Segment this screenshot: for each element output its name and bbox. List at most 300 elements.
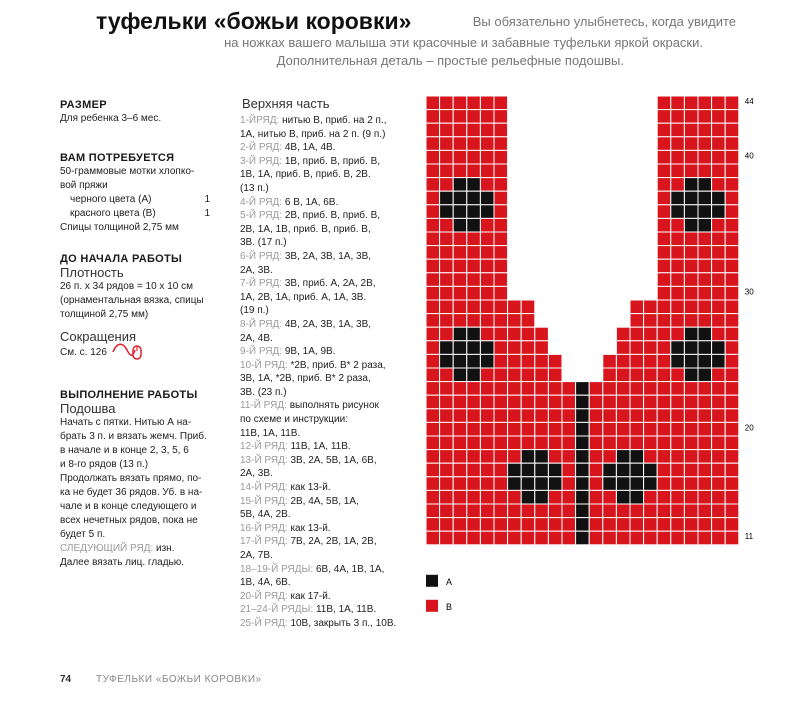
chart-cell xyxy=(426,178,440,192)
chart-cell xyxy=(535,504,549,518)
chart-cell xyxy=(535,450,549,464)
chart-cell xyxy=(630,490,644,504)
chart-cell xyxy=(440,327,454,341)
chart-cell xyxy=(712,490,726,504)
chart-cell xyxy=(589,518,603,532)
row-text: 3В. (23 п.) xyxy=(240,386,287,398)
chart-cell xyxy=(630,300,644,314)
chart-cell xyxy=(603,531,617,545)
chart-cell xyxy=(426,490,440,504)
chart-cell xyxy=(712,300,726,314)
chart-cell xyxy=(616,382,630,396)
chart-cell xyxy=(453,286,467,300)
chart-cell xyxy=(630,354,644,368)
row-text: 3В, 2А, 3В, 1А, 3В, xyxy=(284,250,372,262)
chart-cell xyxy=(521,490,535,504)
intro-line-3: Дополнительная деталь – простые рельефные подошвы. xyxy=(276,53,624,68)
sole-line: всех нечетных рядов, пока не xyxy=(60,515,198,526)
chart-cell xyxy=(426,300,440,314)
chart-cell xyxy=(548,450,562,464)
chart-cell xyxy=(453,232,467,246)
chart-cell xyxy=(657,259,671,273)
row-text: 3В, 2А, 5В, 1А, 6В, xyxy=(290,454,377,466)
chart-cell xyxy=(453,150,467,164)
chart-cell xyxy=(426,382,440,396)
chart-cell xyxy=(548,436,562,450)
chart-cell xyxy=(467,246,481,260)
chart-cell xyxy=(535,490,549,504)
upper-line xyxy=(240,413,420,427)
chart-cell xyxy=(657,273,671,287)
row-label: 15-Й РЯД: xyxy=(240,495,288,507)
chart-cell xyxy=(698,259,712,273)
chart-cell xyxy=(684,409,698,423)
material-qty: 1 xyxy=(204,194,210,205)
sole-line: и 8-го рядов (13 п.) xyxy=(60,459,149,470)
chart-cell xyxy=(453,518,467,532)
chart-cell xyxy=(480,164,494,178)
chart-cell xyxy=(644,436,658,450)
chart-cell xyxy=(535,422,549,436)
chart-cell xyxy=(494,314,508,328)
chart-cell xyxy=(630,450,644,464)
chart-cell xyxy=(494,178,508,192)
chart-cell xyxy=(725,218,739,232)
work-heading: ВЫПОЛНЕНИЕ РАБОТЫ xyxy=(60,389,198,401)
chart-cell xyxy=(467,286,481,300)
gauge-line: толщиной 2,75 мм) xyxy=(60,309,149,320)
chart-cell xyxy=(657,110,671,124)
chart-cell xyxy=(698,300,712,314)
chart-cell xyxy=(657,368,671,382)
chart-cell xyxy=(480,259,494,273)
row-number-label: 11 xyxy=(744,532,754,542)
chart-cell xyxy=(576,531,590,545)
intro-line-2: на ножках вашего малыша эти красочные и забавные туфельки яркой окраски. xyxy=(224,35,703,50)
chart-cell xyxy=(535,436,549,450)
chart-cell xyxy=(562,531,576,545)
chart-cell xyxy=(562,382,576,396)
upper-line xyxy=(240,304,420,318)
chart-cell xyxy=(603,518,617,532)
row-text: 2А, 4В. xyxy=(240,332,273,344)
chart-cell xyxy=(440,409,454,423)
chart-cell xyxy=(508,450,522,464)
chart-cell xyxy=(467,273,481,287)
upper-line xyxy=(240,250,420,264)
chart-cell xyxy=(426,123,440,137)
chart-cell xyxy=(644,354,658,368)
chart-cell xyxy=(684,422,698,436)
chart-cell xyxy=(440,368,454,382)
chart-cell xyxy=(671,286,685,300)
row-text: (13 п.) xyxy=(240,182,269,194)
chart-cell xyxy=(467,96,481,110)
chart-cell xyxy=(698,246,712,260)
chart-cell xyxy=(725,96,739,110)
chart-cell xyxy=(712,327,726,341)
chart-cell xyxy=(671,327,685,341)
chart-cell xyxy=(630,436,644,450)
chart-cell xyxy=(467,164,481,178)
chart-cell xyxy=(426,409,440,423)
chart-cell xyxy=(616,436,630,450)
chart-cell xyxy=(467,218,481,232)
chart-cell xyxy=(521,504,535,518)
row-label: 14-Й РЯД: xyxy=(240,482,288,494)
row-label: 18–19-Й РЯДЫ: xyxy=(240,563,314,575)
chart-cell xyxy=(657,300,671,314)
materials-line: 50-граммовые мотки хлопко- xyxy=(60,166,195,177)
chart-cell xyxy=(521,531,535,545)
chart-cell xyxy=(440,422,454,436)
chart-cell xyxy=(467,259,481,273)
chart-cell xyxy=(467,205,481,219)
chart-cell xyxy=(453,178,467,192)
chart-cell xyxy=(480,191,494,205)
abbr-reference[interactable] xyxy=(60,344,240,362)
gauge-title: Плотность xyxy=(60,265,124,280)
sole-line: Продолжать вязать прямо, по- xyxy=(60,473,202,484)
row-label: 16-Й РЯД: xyxy=(240,522,288,534)
next-row-text: изн. xyxy=(156,543,175,554)
chart-cell xyxy=(494,300,508,314)
chart-cell xyxy=(725,232,739,246)
chart-cell xyxy=(535,477,549,491)
chart-cell xyxy=(684,531,698,545)
chart-cell xyxy=(562,518,576,532)
row-text: как 17-й. xyxy=(290,590,331,602)
chart-cell xyxy=(630,422,644,436)
chart-cell xyxy=(535,382,549,396)
chart-cell xyxy=(548,395,562,409)
chart-cell xyxy=(467,436,481,450)
chart-cell xyxy=(521,368,535,382)
chart-cell xyxy=(589,382,603,396)
chart-cell xyxy=(725,422,739,436)
chart-cell xyxy=(426,395,440,409)
chart-cell xyxy=(426,273,440,287)
chart-cell xyxy=(644,531,658,545)
chart-cell xyxy=(480,218,494,232)
chart-cell xyxy=(480,314,494,328)
chart-cell xyxy=(684,490,698,504)
chart-cell xyxy=(589,490,603,504)
upper-line xyxy=(240,481,420,495)
chart-cell xyxy=(453,477,467,491)
chart-cell xyxy=(603,395,617,409)
chart-cell xyxy=(698,368,712,382)
chart-cell xyxy=(562,490,576,504)
chart-cell xyxy=(684,286,698,300)
chart-cell xyxy=(440,314,454,328)
chart-cell xyxy=(535,354,549,368)
chart-cell xyxy=(657,395,671,409)
chart-cell xyxy=(698,490,712,504)
chart-cell xyxy=(712,518,726,532)
chart-cell xyxy=(698,178,712,192)
last-line: Далее вязать лиц. гладью. xyxy=(60,557,185,568)
chart-cell xyxy=(684,137,698,151)
chart-cell xyxy=(712,395,726,409)
upper-line xyxy=(240,359,420,373)
row-text: 6В, 4А, 1В, 1А, xyxy=(315,563,385,575)
upper-line xyxy=(240,141,420,155)
row-label: 10-Й РЯД: xyxy=(240,359,288,371)
chart-cell xyxy=(467,463,481,477)
mouse-cursor-icon xyxy=(111,340,145,362)
chart-cell xyxy=(453,300,467,314)
upper-line xyxy=(240,114,420,128)
chart-cell xyxy=(494,123,508,137)
chart-cell xyxy=(684,259,698,273)
chart-cell xyxy=(494,490,508,504)
chart-cell xyxy=(467,422,481,436)
chart-cell xyxy=(508,327,522,341)
chart-cell xyxy=(712,463,726,477)
chart-cell xyxy=(684,327,698,341)
row-text: 1В, 4А, 6В. xyxy=(240,577,291,589)
chart-cell xyxy=(725,531,739,545)
chart-cell xyxy=(548,518,562,532)
abbr-text: См. с. 126 xyxy=(60,347,107,358)
chart-cell xyxy=(426,477,440,491)
chart-cell xyxy=(467,504,481,518)
chart-cell xyxy=(467,382,481,396)
chart-cell xyxy=(684,218,698,232)
chart-cell xyxy=(480,395,494,409)
chart-cell xyxy=(480,96,494,110)
chart-cell xyxy=(440,218,454,232)
sole-instructions xyxy=(60,416,240,542)
chart-cell xyxy=(671,110,685,124)
row-label: 21–24-Й РЯДЫ: xyxy=(240,604,314,616)
chart-cell xyxy=(630,409,644,423)
chart-cell xyxy=(426,450,440,464)
chart-cell xyxy=(657,218,671,232)
chart-cell xyxy=(712,314,726,328)
chart-cell xyxy=(725,150,739,164)
chart-cell xyxy=(480,178,494,192)
chart-cell xyxy=(576,518,590,532)
chart-cell xyxy=(494,110,508,124)
row-label: 11-Й РЯД: xyxy=(240,400,287,412)
next-row-line xyxy=(60,542,240,556)
chart-cell xyxy=(671,504,685,518)
chart-cell xyxy=(725,246,739,260)
chart-cell xyxy=(453,409,467,423)
chart-cell xyxy=(453,259,467,273)
chart-cell xyxy=(521,354,535,368)
materials-line: вой пряжи xyxy=(60,180,108,191)
chart-cell xyxy=(671,518,685,532)
upper-line xyxy=(240,264,420,278)
row-label: 20-Й РЯД: xyxy=(240,590,288,602)
chart-cell xyxy=(603,354,617,368)
chart-cell xyxy=(426,286,440,300)
chart-cell xyxy=(440,150,454,164)
chart-cell xyxy=(548,504,562,518)
chart-cell xyxy=(521,382,535,396)
chart-cell xyxy=(576,395,590,409)
chart-cell xyxy=(644,518,658,532)
chart-cell xyxy=(453,246,467,260)
chart-cell xyxy=(725,504,739,518)
chart-cell xyxy=(698,354,712,368)
chart-cell xyxy=(616,395,630,409)
row-label: 1-ЙРЯД: xyxy=(240,115,280,126)
chart-cell xyxy=(521,409,535,423)
chart-cell xyxy=(671,273,685,287)
chart-cell xyxy=(712,164,726,178)
chart-cell xyxy=(508,422,522,436)
chart-cell xyxy=(440,110,454,124)
chart-cell xyxy=(562,422,576,436)
chart-cell xyxy=(494,354,508,368)
chart-cell xyxy=(453,205,467,219)
chart-cell xyxy=(535,368,549,382)
page-number: 74 xyxy=(60,674,72,685)
chart-cell xyxy=(521,395,535,409)
chart-cell xyxy=(440,246,454,260)
row-label: 3-Й РЯД: xyxy=(240,155,283,167)
chart-cell xyxy=(684,191,698,205)
size-section xyxy=(60,98,240,126)
chart-cell xyxy=(725,191,739,205)
chart-cell xyxy=(630,341,644,355)
chart-cell xyxy=(698,273,712,287)
chart-cell xyxy=(426,205,440,219)
chart-cell xyxy=(521,341,535,355)
chart-cell xyxy=(494,518,508,532)
chart-cell xyxy=(684,178,698,192)
chart-cell xyxy=(480,382,494,396)
chart-cell xyxy=(684,110,698,124)
row-text: 11В, 1А, 11В. xyxy=(290,441,351,453)
chart-cell xyxy=(521,477,535,491)
upper-line xyxy=(240,223,420,237)
chart-cell xyxy=(426,354,440,368)
chart-cell xyxy=(521,450,535,464)
chart-cell xyxy=(467,518,481,532)
chart-cell xyxy=(725,178,739,192)
chart-cell xyxy=(698,341,712,355)
chart-cell xyxy=(426,518,440,532)
chart-cell xyxy=(712,531,726,545)
chart-cell xyxy=(630,382,644,396)
chart-cell xyxy=(453,123,467,137)
chart-cell xyxy=(684,368,698,382)
chart-cell xyxy=(467,123,481,137)
chart-cell xyxy=(521,327,535,341)
abbr-title: Сокращения xyxy=(60,329,137,344)
chart-cell xyxy=(671,314,685,328)
chart-cell xyxy=(480,504,494,518)
chart-cell xyxy=(698,150,712,164)
chart-cell xyxy=(440,354,454,368)
upper-instructions xyxy=(240,114,420,631)
chart-cell xyxy=(684,314,698,328)
size-heading: РАЗМЕР xyxy=(60,99,107,111)
chart-cell xyxy=(440,395,454,409)
chart-cell xyxy=(603,463,617,477)
chart-cell xyxy=(576,490,590,504)
chart-cell xyxy=(480,286,494,300)
chart-cell xyxy=(712,341,726,355)
chart-cell xyxy=(725,382,739,396)
chart-cell xyxy=(725,518,739,532)
chart-cell xyxy=(657,490,671,504)
gauge-line: 26 п. х 34 рядов = 10 х 10 см xyxy=(60,281,193,292)
chart-cell xyxy=(725,477,739,491)
upper-line xyxy=(240,182,420,196)
chart-cell xyxy=(494,137,508,151)
chart-cell xyxy=(494,395,508,409)
row-label: 5-Й РЯД: xyxy=(240,210,283,222)
chart-cell xyxy=(508,382,522,396)
chart-cell xyxy=(657,286,671,300)
chart-cell xyxy=(467,327,481,341)
chart-cell xyxy=(712,150,726,164)
chart-cell xyxy=(521,518,535,532)
chart-cell xyxy=(480,232,494,246)
chart-cell xyxy=(576,504,590,518)
chart-cell xyxy=(426,314,440,328)
chart-cell xyxy=(698,382,712,396)
chart-cell xyxy=(698,123,712,137)
chart-cell xyxy=(453,395,467,409)
chart-cell xyxy=(603,504,617,518)
chart-cell xyxy=(440,477,454,491)
chart-cell xyxy=(671,450,685,464)
chart-cell xyxy=(671,259,685,273)
chart-cell xyxy=(657,422,671,436)
row-text: 2А, 3В. xyxy=(240,264,273,276)
chart-cell xyxy=(467,368,481,382)
chart-cell xyxy=(712,178,726,192)
chart-cell xyxy=(467,150,481,164)
chart-cell xyxy=(480,354,494,368)
chart-cell xyxy=(616,450,630,464)
chart-cell xyxy=(725,259,739,273)
chart-cell xyxy=(508,409,522,423)
chart-cell xyxy=(494,164,508,178)
row-label: 12-Й РЯД: xyxy=(240,441,288,453)
chart-cell xyxy=(589,531,603,545)
chart-cell xyxy=(535,409,549,423)
chart-cell xyxy=(494,205,508,219)
chart-cell xyxy=(521,422,535,436)
chart-cell xyxy=(712,382,726,396)
chart-cell xyxy=(508,463,522,477)
row-number-label: 40 xyxy=(744,151,754,161)
chart-cell xyxy=(725,354,739,368)
chart-cell xyxy=(644,368,658,382)
chart-cell xyxy=(698,422,712,436)
chart-cell xyxy=(657,504,671,518)
sole-line: ка не будет 36 рядов. Уб. в на- xyxy=(60,487,203,498)
row-label: 17-Й РЯД: xyxy=(240,536,288,548)
row-text: 1А, нитью В, приб. на 2 п. (9 п.) xyxy=(240,128,386,140)
chart-cell xyxy=(712,96,726,110)
chart-cell xyxy=(562,477,576,491)
chart-cell xyxy=(657,150,671,164)
chart-cell xyxy=(603,368,617,382)
upper-line xyxy=(240,332,420,346)
upper-line xyxy=(240,236,420,250)
chart-cell xyxy=(548,382,562,396)
chart-cell xyxy=(616,354,630,368)
